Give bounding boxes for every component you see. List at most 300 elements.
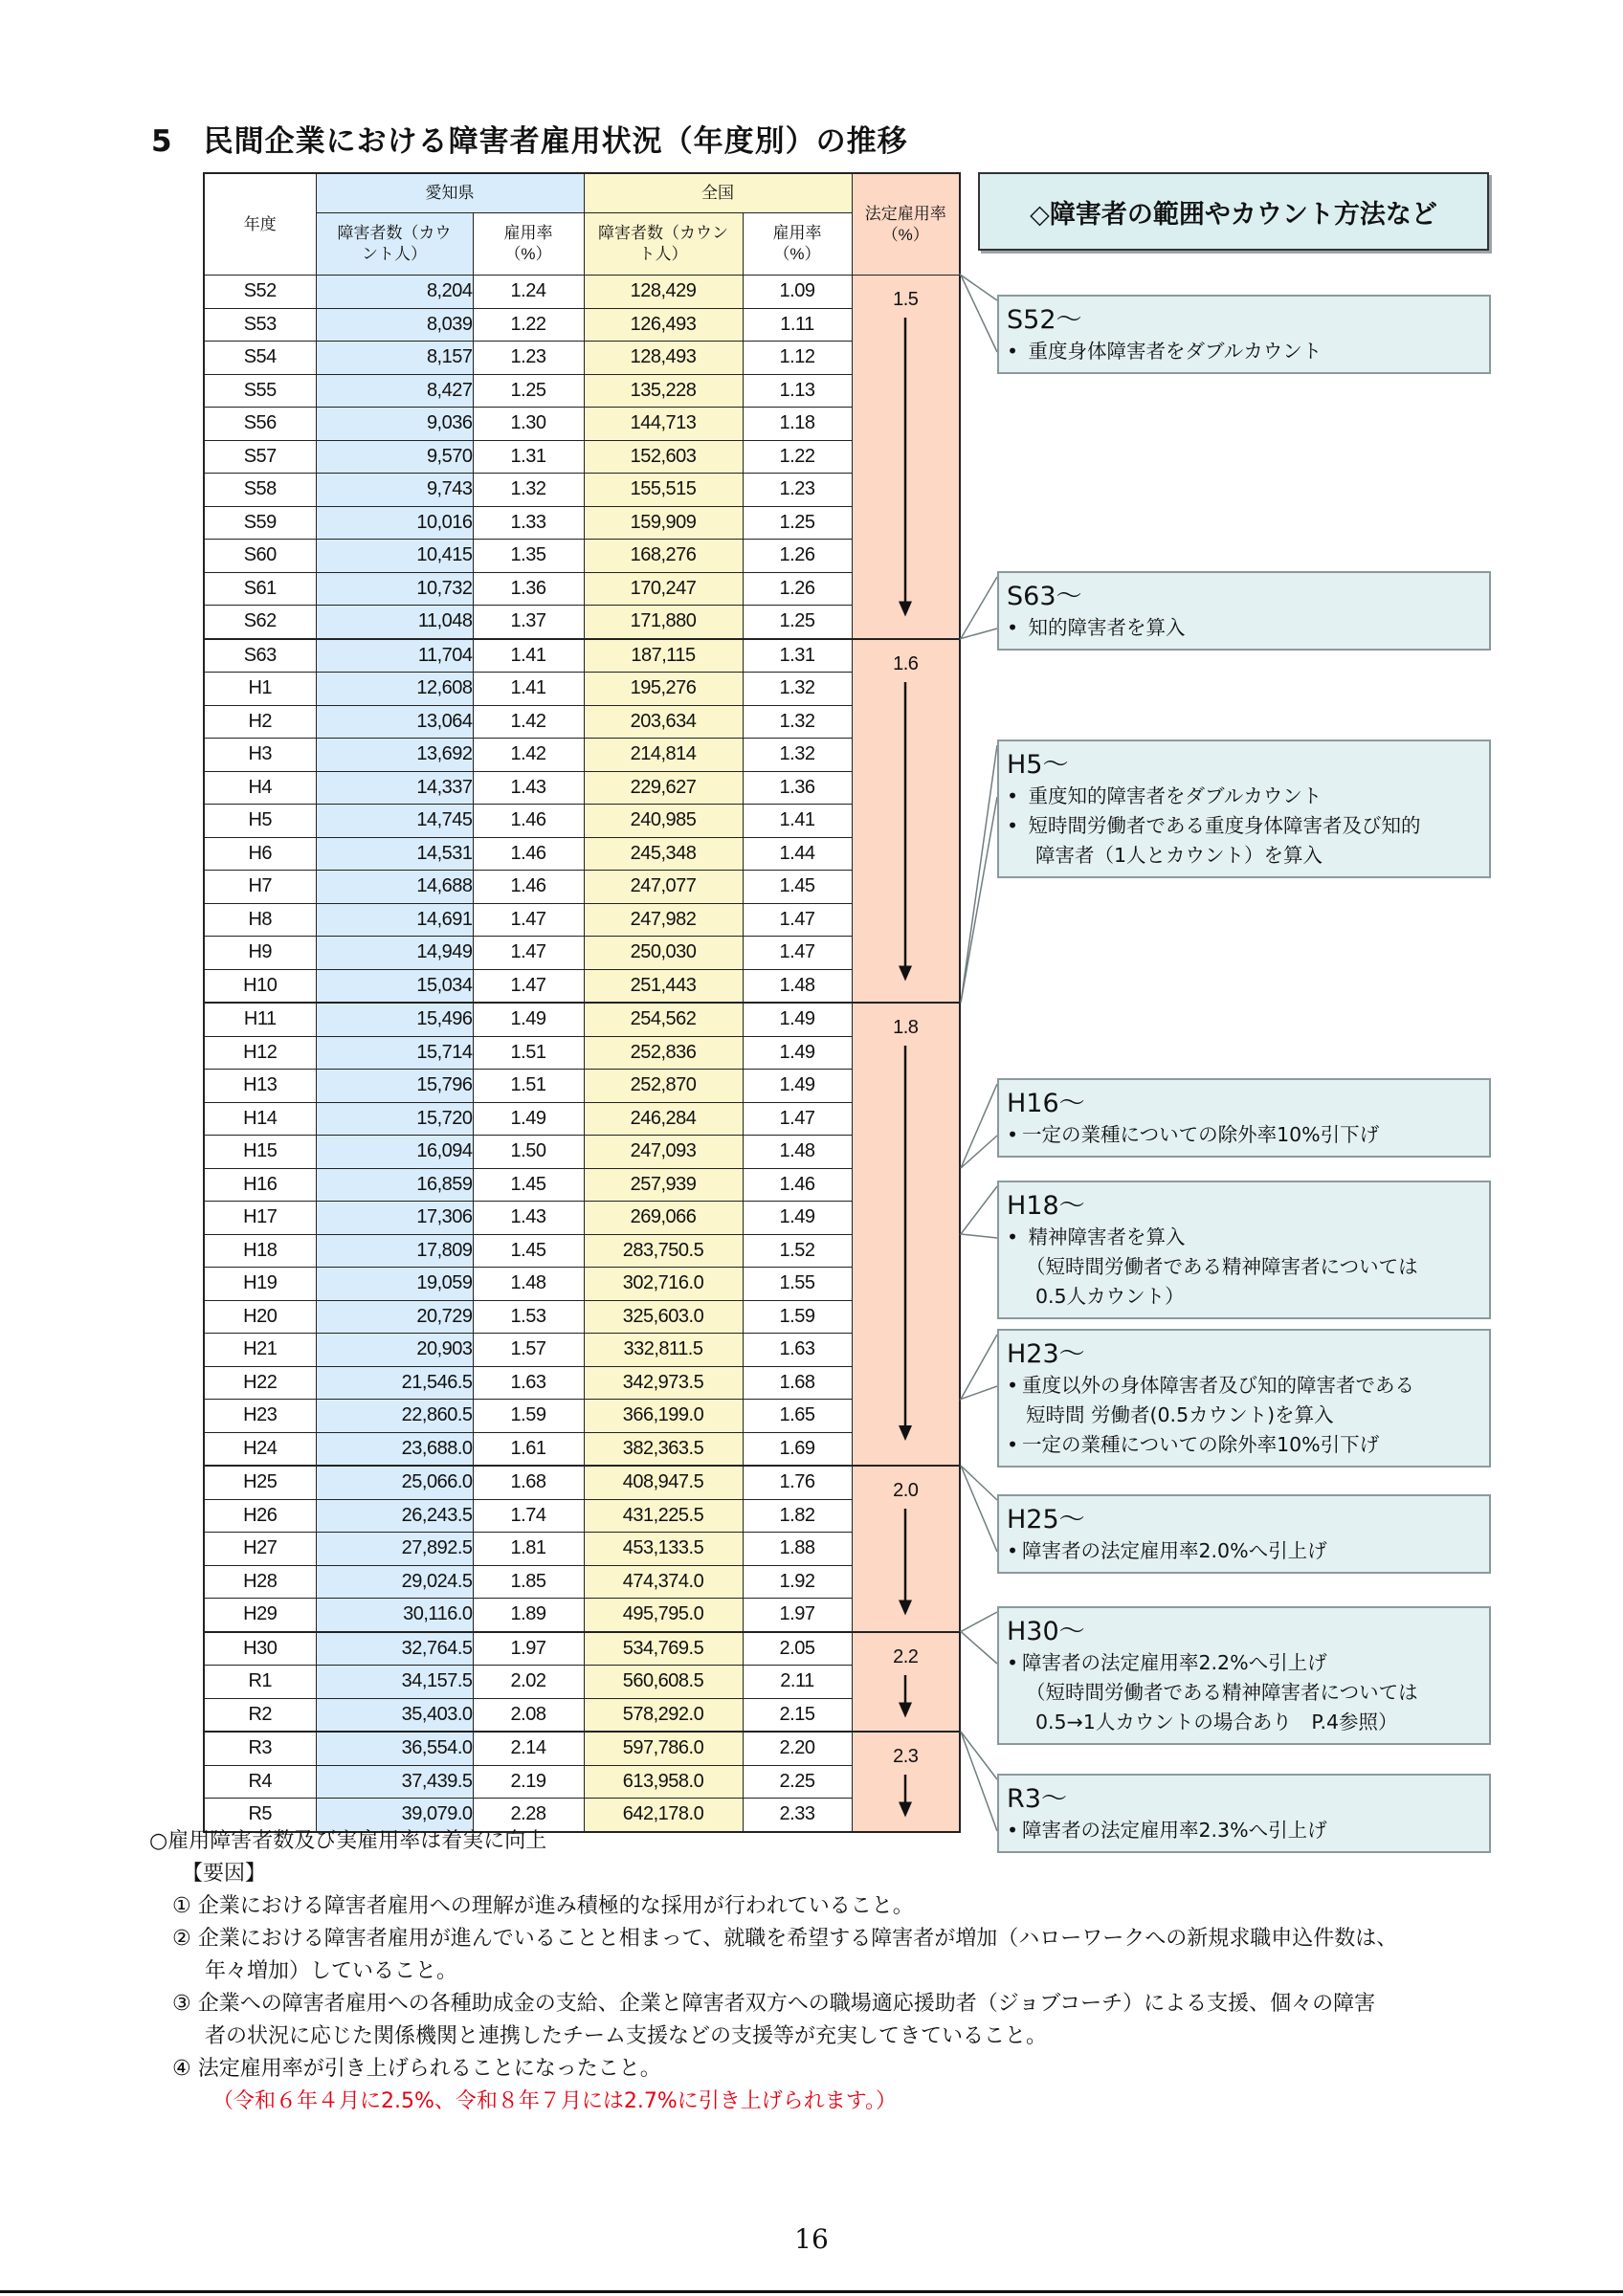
- cell-national-count: 325,603.0: [584, 1300, 743, 1334]
- page-number: 16: [794, 2223, 829, 2255]
- cell-national-count: 269,066: [584, 1202, 743, 1235]
- cell-aichi-count: 22,860.5: [316, 1400, 473, 1433]
- cell-aichi-count: 10,016: [316, 506, 473, 540]
- cell-aichi-count: 26,243.5: [316, 1499, 473, 1533]
- note-box-h23: [997, 1329, 1491, 1468]
- cell-aichi-count: 14,691: [316, 903, 473, 937]
- cell-year: S60: [204, 540, 316, 573]
- cell-aichi-count: 11,704: [316, 639, 473, 673]
- cell-aichi-rate: 1.53: [473, 1300, 584, 1334]
- cell-national-rate: 1.41: [743, 805, 852, 838]
- table-row: [204, 1599, 960, 1632]
- note-item-continued: 0.5人カウント）: [1035, 1285, 1185, 1308]
- note-box-h30: [997, 1606, 1491, 1745]
- table-row: [204, 937, 960, 970]
- cell-national-rate: 1.97: [743, 1599, 852, 1632]
- cell-aichi-count: 20,903: [316, 1334, 473, 1367]
- cell-national-count: 257,939: [584, 1168, 743, 1202]
- table-row: [204, 374, 960, 408]
- cell-year: H3: [204, 739, 316, 772]
- cell-national-count: 247,982: [584, 903, 743, 937]
- cell-year: S53: [204, 308, 316, 342]
- note-title: H30〜: [1007, 1617, 1085, 1646]
- cell-national-rate: 1.13: [743, 374, 852, 408]
- cell-national-rate: 1.32: [743, 705, 852, 739]
- cell-aichi-rate: 1.46: [473, 871, 584, 904]
- table-row: [204, 705, 960, 739]
- cell-aichi-rate: 1.30: [473, 408, 584, 441]
- cell-aichi-count: 19,059: [316, 1268, 473, 1301]
- header-legal-rate: 法定雇用率（%）: [852, 173, 960, 276]
- cell-aichi-count: 15,034: [316, 969, 473, 1003]
- cell-national-count: 195,276: [584, 673, 743, 706]
- connector-line: [961, 276, 997, 353]
- cell-year: R5: [204, 1799, 316, 1832]
- cell-national-rate: 1.47: [743, 937, 852, 970]
- cell-aichi-count: 13,692: [316, 739, 473, 772]
- cell-national-count: 171,880: [584, 606, 743, 639]
- note-title: S63〜: [1007, 582, 1082, 611]
- summary-line: ○雇用障害者数及び実雇用率は着実に向上: [149, 1829, 547, 1853]
- cell-national-rate: 1.68: [743, 1366, 852, 1400]
- table-row: [204, 1003, 960, 1036]
- table-row: [204, 837, 960, 871]
- table-row: [204, 408, 960, 441]
- cell-year: H17: [204, 1202, 316, 1235]
- cell-aichi-rate: 1.23: [473, 342, 584, 375]
- cell-national-count: 187,115: [584, 639, 743, 673]
- cell-national-rate: 1.48: [743, 1136, 852, 1169]
- down-arrow-icon: [897, 1046, 914, 1441]
- cell-year: H10: [204, 969, 316, 1003]
- cell-national-count: 474,374.0: [584, 1565, 743, 1599]
- note-item: • 知的障害者を算入: [1007, 616, 1186, 639]
- cell-national-count: 342,973.5: [584, 1366, 743, 1400]
- factor-2-continued: 年々増加）していること。: [205, 1959, 458, 1983]
- cell-aichi-count: 15,714: [316, 1036, 473, 1070]
- cell-aichi-count: 39,079.0: [316, 1799, 473, 1832]
- cell-national-count: 382,363.5: [584, 1432, 743, 1466]
- cell-national-count: 495,795.0: [584, 1599, 743, 1632]
- legal-rate-value: 2.3: [893, 1746, 919, 1767]
- table-row: [204, 342, 960, 375]
- cell-national-rate: 2.15: [743, 1698, 852, 1732]
- cell-national-count: 246,284: [584, 1102, 743, 1136]
- cell-aichi-rate: 1.47: [473, 969, 584, 1003]
- cell-national-rate: 1.11: [743, 308, 852, 342]
- cell-national-rate: 1.82: [743, 1499, 852, 1533]
- cell-aichi-count: 34,157.5: [316, 1666, 473, 1699]
- note-box-s63: [997, 571, 1491, 651]
- down-arrow-icon: [897, 1775, 914, 1818]
- note-item-continued: （短時間労働者である精神障害者については: [1026, 1255, 1418, 1278]
- cell-national-rate: 1.76: [743, 1466, 852, 1499]
- cell-aichi-count: 15,796: [316, 1070, 473, 1103]
- table-row: [204, 673, 960, 706]
- legal-rate-value: 1.6: [893, 652, 919, 674]
- cell-aichi-count: 13,064: [316, 705, 473, 739]
- cell-national-rate: 1.59: [743, 1300, 852, 1334]
- cell-national-rate: 1.52: [743, 1234, 852, 1268]
- cell-aichi-count: 11,048: [316, 606, 473, 639]
- cell-aichi-rate: 1.85: [473, 1565, 584, 1599]
- cell-national-count: 332,811.5: [584, 1334, 743, 1367]
- table-row: [204, 1765, 960, 1799]
- connector-line: [961, 1732, 997, 1831]
- cell-national-rate: 1.49: [743, 1070, 852, 1103]
- table-row: [204, 572, 960, 606]
- cell-year: R2: [204, 1698, 316, 1732]
- cell-year: H15: [204, 1136, 316, 1169]
- cell-national-rate: 2.11: [743, 1666, 852, 1699]
- cell-aichi-rate: 1.49: [473, 1102, 584, 1136]
- cell-aichi-rate: 2.19: [473, 1765, 584, 1799]
- cell-aichi-rate: 1.47: [473, 903, 584, 937]
- cell-aichi-rate: 1.81: [473, 1533, 584, 1566]
- cell-year: S62: [204, 606, 316, 639]
- bottom-text: [149, 1825, 1527, 2118]
- cell-national-rate: 1.45: [743, 871, 852, 904]
- cell-aichi-rate: 1.61: [473, 1432, 584, 1466]
- cell-aichi-rate: 1.42: [473, 739, 584, 772]
- cell-aichi-rate: 1.35: [473, 540, 584, 573]
- employment-table-wrapper: [203, 172, 961, 1833]
- cell-aichi-count: 14,531: [316, 837, 473, 871]
- down-arrow-icon: [897, 1509, 914, 1616]
- cell-national-count: 170,247: [584, 572, 743, 606]
- cell-aichi-count: 14,745: [316, 805, 473, 838]
- factors-label: 【要因】: [182, 1862, 267, 1886]
- cell-aichi-rate: 1.89: [473, 1599, 584, 1632]
- cell-year: H27: [204, 1533, 316, 1566]
- cell-national-rate: 1.26: [743, 572, 852, 606]
- table-row: [204, 739, 960, 772]
- cell-legal-rate: [852, 276, 960, 639]
- cell-national-count: 560,608.5: [584, 1666, 743, 1699]
- cell-aichi-rate: 1.32: [473, 474, 584, 507]
- note-item-continued: 0.5→1人カウントの場合あり P.4参照）: [1035, 1711, 1398, 1733]
- cell-national-rate: 1.46: [743, 1168, 852, 1202]
- cell-aichi-rate: 1.97: [473, 1632, 584, 1666]
- cell-year: R3: [204, 1732, 316, 1765]
- note-title: H5〜: [1007, 750, 1069, 780]
- cell-aichi-count: 9,036: [316, 408, 473, 441]
- cell-aichi-count: 30,116.0: [316, 1599, 473, 1632]
- cell-legal-rate: [852, 1632, 960, 1733]
- cell-year: H19: [204, 1268, 316, 1301]
- note-item: • 一定の業種についての除外率10%引下げ: [1007, 1433, 1380, 1456]
- cell-year: S52: [204, 276, 316, 309]
- table-row: [204, 308, 960, 342]
- cell-aichi-count: 20,729: [316, 1300, 473, 1334]
- cell-national-rate: 1.55: [743, 1268, 852, 1301]
- legal-rate-value: 2.2: [893, 1645, 919, 1667]
- cell-year: S59: [204, 506, 316, 540]
- cell-year: H12: [204, 1036, 316, 1070]
- table-row: [204, 1400, 960, 1433]
- cell-aichi-rate: 1.41: [473, 673, 584, 706]
- cell-year: H11: [204, 1003, 316, 1036]
- note-box-h18: [997, 1181, 1491, 1319]
- note-item: • 重度知的障害者をダブルカウント: [1007, 784, 1323, 807]
- cell-year: H21: [204, 1334, 316, 1367]
- cell-aichi-rate: 1.46: [473, 805, 584, 838]
- cell-national-rate: 2.33: [743, 1799, 852, 1832]
- cell-aichi-rate: 1.51: [473, 1070, 584, 1103]
- header-year: 年度: [204, 173, 316, 276]
- cell-year: H8: [204, 903, 316, 937]
- note-title: S52〜: [1007, 305, 1082, 335]
- table-row: [204, 474, 960, 507]
- cell-year: H16: [204, 1168, 316, 1202]
- cell-national-rate: 1.22: [743, 440, 852, 474]
- note-box-h5: [997, 740, 1491, 878]
- cell-national-rate: 1.32: [743, 739, 852, 772]
- cell-aichi-count: 12,608: [316, 673, 473, 706]
- cell-year: S58: [204, 474, 316, 507]
- connector-line: [961, 745, 997, 1003]
- table-row: [204, 1334, 960, 1367]
- cell-national-count: 168,276: [584, 540, 743, 573]
- cell-national-rate: 2.25: [743, 1765, 852, 1799]
- page-title: 5 民間企業における障害者雇用状況（年度別）の推移: [151, 124, 908, 159]
- table-row: [204, 276, 960, 309]
- cell-year: R1: [204, 1666, 316, 1699]
- cell-year: H1: [204, 673, 316, 706]
- table-row: [204, 1300, 960, 1334]
- cell-aichi-rate: 1.36: [473, 572, 584, 606]
- connector-line: [961, 1335, 997, 1400]
- cell-aichi-rate: 1.37: [473, 606, 584, 639]
- cell-year: R4: [204, 1765, 316, 1799]
- note-item: • 重度身体障害者をダブルカウント: [1007, 340, 1323, 363]
- cell-national-rate: 1.63: [743, 1334, 852, 1367]
- note-title: H18〜: [1007, 1191, 1085, 1221]
- cell-year: S56: [204, 408, 316, 441]
- cell-national-count: 534,769.5: [584, 1632, 743, 1666]
- factor-4-note: （令和６年４月に2.5%、令和８年７月には2.7%に引き上げられます。）: [212, 2089, 898, 2113]
- cell-aichi-count: 37,439.5: [316, 1765, 473, 1799]
- legal-rate-value: 1.5: [893, 289, 919, 310]
- cell-aichi-rate: 1.45: [473, 1234, 584, 1268]
- cell-legal-rate: [852, 639, 960, 1004]
- cell-aichi-rate: 1.33: [473, 506, 584, 540]
- note-item-continued: 障害者（1人とカウント）を算入: [1035, 844, 1323, 867]
- cell-aichi-rate: 1.59: [473, 1400, 584, 1433]
- cell-year: S63: [204, 639, 316, 673]
- note-box-s52: [997, 295, 1491, 374]
- header-aichi: 愛知県: [316, 173, 584, 213]
- cell-national-rate: 1.47: [743, 903, 852, 937]
- cell-aichi-count: 9,743: [316, 474, 473, 507]
- note-title: H25〜: [1007, 1505, 1085, 1534]
- cell-aichi-count: 15,496: [316, 1003, 473, 1036]
- table-row: [204, 1102, 960, 1136]
- table-row: [204, 1698, 960, 1732]
- cell-national-rate: 2.20: [743, 1732, 852, 1765]
- note-box-h16: [997, 1078, 1491, 1158]
- cell-aichi-rate: 1.43: [473, 771, 584, 805]
- cell-aichi-count: 8,204: [316, 276, 473, 309]
- table-row: [204, 903, 960, 937]
- table-row: [204, 1036, 960, 1070]
- cell-year: H18: [204, 1234, 316, 1268]
- header-national: 全国: [584, 173, 852, 213]
- header-aichi-rate: 雇用率（%）: [473, 213, 584, 276]
- cell-year: H22: [204, 1366, 316, 1400]
- note-title: H23〜: [1007, 1339, 1085, 1369]
- cell-national-count: 431,225.5: [584, 1499, 743, 1533]
- cell-national-count: 128,429: [584, 276, 743, 309]
- note-title: H16〜: [1007, 1089, 1085, 1118]
- cell-national-rate: 1.49: [743, 1202, 852, 1235]
- cell-aichi-count: 14,337: [316, 771, 473, 805]
- cell-year: H9: [204, 937, 316, 970]
- cell-national-count: 247,093: [584, 1136, 743, 1169]
- cell-year: H7: [204, 871, 316, 904]
- table-row: [204, 540, 960, 573]
- cell-aichi-rate: 2.14: [473, 1732, 584, 1765]
- table-row: [204, 1533, 960, 1566]
- cell-national-rate: 1.26: [743, 540, 852, 573]
- cell-aichi-rate: 2.08: [473, 1698, 584, 1732]
- cell-year: H13: [204, 1070, 316, 1103]
- cell-aichi-rate: 1.46: [473, 837, 584, 871]
- cell-national-rate: 1.44: [743, 837, 852, 871]
- table-row: [204, 805, 960, 838]
- cell-year: H6: [204, 837, 316, 871]
- table-row: [204, 771, 960, 805]
- cell-aichi-rate: 1.41: [473, 639, 584, 673]
- cell-national-rate: 1.47: [743, 1102, 852, 1136]
- cell-year: S57: [204, 440, 316, 474]
- cell-national-rate: 1.69: [743, 1432, 852, 1466]
- cell-aichi-count: 10,415: [316, 540, 473, 573]
- cell-aichi-rate: 1.24: [473, 276, 584, 309]
- cell-national-count: 597,786.0: [584, 1732, 743, 1765]
- down-arrow-icon: [897, 1675, 914, 1718]
- connector-line: [961, 1466, 997, 1552]
- cell-national-count: 245,348: [584, 837, 743, 871]
- cell-aichi-rate: 1.49: [473, 1003, 584, 1036]
- cell-national-rate: 1.25: [743, 606, 852, 639]
- legal-rate-value: 1.8: [893, 1017, 919, 1038]
- cell-aichi-rate: 1.63: [473, 1366, 584, 1400]
- note-title: R3〜: [1007, 1784, 1067, 1814]
- cell-national-count: 135,228: [584, 374, 743, 408]
- cell-national-count: 578,292.0: [584, 1698, 743, 1732]
- cell-aichi-count: 36,554.0: [316, 1732, 473, 1765]
- cell-year: H20: [204, 1300, 316, 1334]
- note-item: • 短時間労働者である重度身体障害者及び知的: [1007, 814, 1421, 837]
- cell-aichi-count: 8,039: [316, 308, 473, 342]
- cell-year: S61: [204, 572, 316, 606]
- cell-national-rate: 1.31: [743, 639, 852, 673]
- down-arrow-icon: [897, 318, 914, 617]
- cell-national-rate: 1.48: [743, 969, 852, 1003]
- cell-aichi-count: 27,892.5: [316, 1533, 473, 1566]
- table-body: [204, 276, 960, 1832]
- table-row: [204, 1366, 960, 1400]
- legal-rate-value: 2.0: [893, 1480, 919, 1501]
- cell-aichi-rate: 1.68: [473, 1466, 584, 1499]
- connector-line: [961, 1186, 997, 1238]
- cell-national-count: 408,947.5: [584, 1466, 743, 1499]
- cell-national-count: 366,199.0: [584, 1400, 743, 1433]
- cell-aichi-count: 25,066.0: [316, 1466, 473, 1499]
- cell-national-rate: 1.49: [743, 1036, 852, 1070]
- cell-aichi-rate: 2.02: [473, 1666, 584, 1699]
- cell-year: H30: [204, 1632, 316, 1666]
- connector-line: [961, 577, 997, 639]
- cell-year: H24: [204, 1432, 316, 1466]
- table-row: [204, 606, 960, 639]
- cell-aichi-rate: 1.51: [473, 1036, 584, 1070]
- bottom-rule: [0, 2290, 1623, 2293]
- cell-national-rate: 1.65: [743, 1400, 852, 1433]
- cell-aichi-rate: 2.28: [473, 1799, 584, 1832]
- connector-line: [961, 1612, 997, 1664]
- cell-aichi-rate: 1.31: [473, 440, 584, 474]
- cell-aichi-count: 15,720: [316, 1102, 473, 1136]
- cell-aichi-rate: 1.25: [473, 374, 584, 408]
- cell-national-count: 250,030: [584, 937, 743, 970]
- cell-year: H28: [204, 1565, 316, 1599]
- cell-national-rate: 1.49: [743, 1003, 852, 1036]
- cell-aichi-rate: 1.45: [473, 1168, 584, 1202]
- note-item: • 障害者の法定雇用率2.2%へ引上げ: [1007, 1651, 1327, 1674]
- cell-national-count: 159,909: [584, 506, 743, 540]
- note-item-continued: （短時間労働者である精神障害者については: [1026, 1681, 1418, 1704]
- cell-national-rate: 1.88: [743, 1533, 852, 1566]
- cell-legal-rate: [852, 1732, 960, 1832]
- table-row: [204, 1499, 960, 1533]
- note-item: • 精神障害者を算入: [1007, 1225, 1186, 1248]
- cell-national-rate: 1.32: [743, 673, 852, 706]
- table-row: [204, 1565, 960, 1599]
- cell-national-count: 126,493: [584, 308, 743, 342]
- header-national-count: 障害者数（カウント人）: [584, 213, 743, 276]
- cell-year: H29: [204, 1599, 316, 1632]
- table-row: [204, 506, 960, 540]
- cell-aichi-count: 8,157: [316, 342, 473, 375]
- table-row: [204, 1202, 960, 1235]
- header-national-rate: 雇用率（%）: [743, 213, 852, 276]
- cell-aichi-rate: 1.74: [473, 1499, 584, 1533]
- cell-national-count: 252,836: [584, 1036, 743, 1070]
- table-row: [204, 1666, 960, 1699]
- table-row: [204, 440, 960, 474]
- table-row: [204, 969, 960, 1003]
- cell-year: H23: [204, 1400, 316, 1433]
- cell-national-count: 247,077: [584, 871, 743, 904]
- cell-national-rate: 1.23: [743, 474, 852, 507]
- cell-national-count: 214,814: [584, 739, 743, 772]
- cell-aichi-rate: 1.22: [473, 308, 584, 342]
- cell-year: H5: [204, 805, 316, 838]
- cell-aichi-rate: 1.48: [473, 1268, 584, 1301]
- cell-national-count: 152,603: [584, 440, 743, 474]
- table-row: [204, 1432, 960, 1466]
- cell-aichi-count: 14,949: [316, 937, 473, 970]
- table-row: [204, 639, 960, 673]
- note-box-h25: [997, 1494, 1491, 1574]
- cell-aichi-count: 29,024.5: [316, 1565, 473, 1599]
- cell-aichi-rate: 1.42: [473, 705, 584, 739]
- factor-2: ② 企業における障害者雇用が進んでいることと相まって、就職を希望する障害者が増加（ハローワークへの新規求職申込件数は、: [172, 1927, 1398, 1951]
- header-aichi-count: 障害者数（カウント人）: [316, 213, 473, 276]
- table-row: [204, 1168, 960, 1202]
